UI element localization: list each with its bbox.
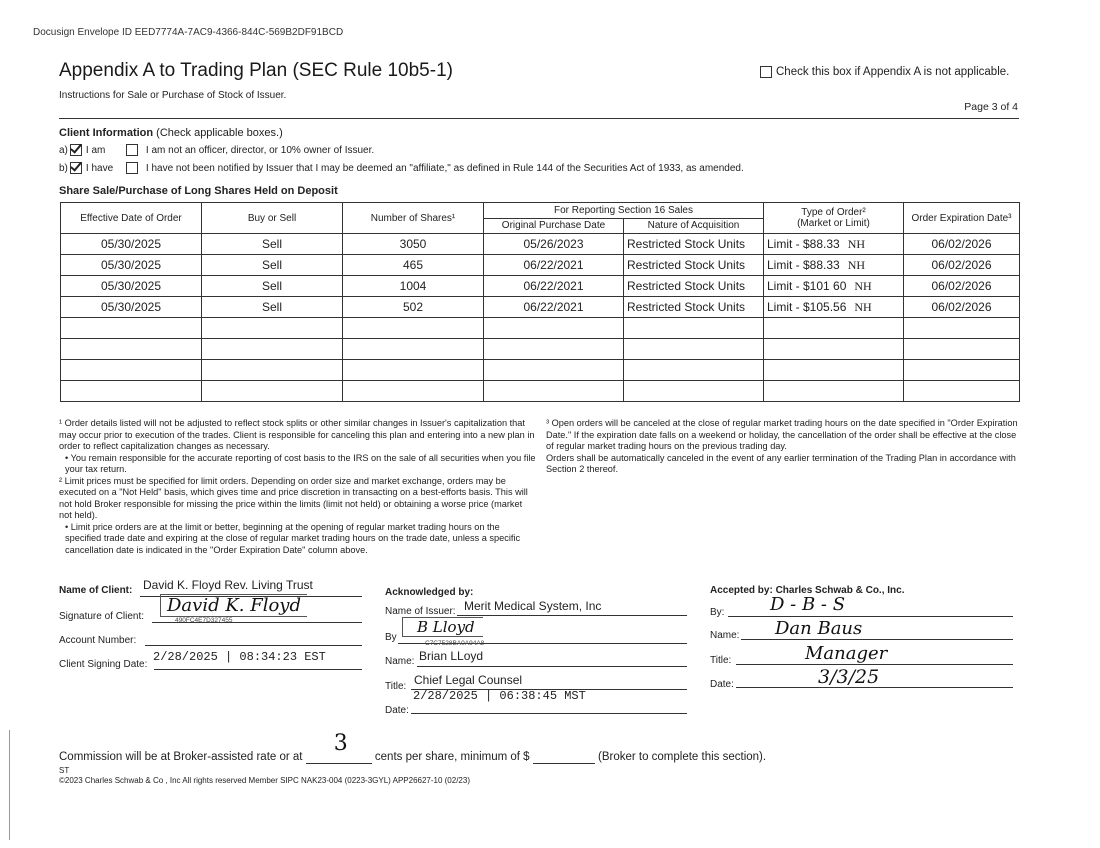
row-b-checked-box[interactable] — [70, 162, 82, 174]
cell-side: Sell — [202, 276, 343, 297]
table-row — [61, 255, 1020, 276]
cell-orig: 06/22/2021 — [484, 297, 624, 318]
ack-date-label: Date: — [385, 705, 409, 716]
col-shares: Number of Shares¹ — [343, 203, 484, 234]
cell-shares: 465 — [343, 255, 484, 276]
cell-type — [764, 234, 904, 255]
commission-line — [59, 731, 767, 764]
col-section16: For Reporting Section 16 Sales — [484, 203, 764, 219]
accepted-title-hand: Manager — [805, 643, 888, 664]
col-nature: Nature of Acquisition — [624, 218, 764, 234]
cell-nature: Restricted Stock Units — [624, 234, 764, 255]
col-order-type-line2: (Market or Limit) — [797, 218, 870, 229]
cell-nature: Restricted Stock Units — [624, 276, 764, 297]
cell-exp: 06/02/2026 — [904, 276, 1020, 297]
notes-left — [59, 418, 537, 556]
row-a-statement: I am not an officer, director, or 10% owner of Issuer. — [145, 144, 375, 156]
cell-type — [764, 255, 904, 276]
cell-shares: 3050 — [343, 234, 484, 255]
note-1-bullet: • You remain responsible for the accurate reporting of cost basis to the IRS on the sale of all securities when you file your tax return. — [65, 452, 536, 474]
table-heading: Share Sale/Purchase of Long Shares Held on Deposit — [59, 185, 338, 197]
note-2: ² Limit prices must be specified for limit orders. Depending on order size and market exchange, orders may be executed on a "Not Held" basis, which gives time and price discretion in transacting on a best-efforts basis. This will not hold Broker responsible for missing the price within the limits (limit not held) or obtaining a worse price (market not held). — [59, 475, 528, 520]
client-row-b — [59, 162, 744, 174]
client-sig-label: Signature of Client: — [59, 611, 145, 622]
cell-type-text: Limit - $101 60 — [767, 278, 847, 293]
cell-date: 05/30/2025 — [61, 255, 202, 276]
ack-heading: Acknowledged by: — [385, 587, 474, 598]
empty-row — [61, 318, 1020, 339]
cell-shares: 1004 — [343, 276, 484, 297]
col-effective-date: Effective Date of Order — [61, 203, 202, 234]
accepted-title-label: Title: — [710, 655, 732, 666]
row-b-prefix: b) — [59, 162, 68, 174]
cell-type-hand: NH — [847, 257, 866, 272]
client-info-note: (Check applicable boxes.) — [156, 127, 283, 139]
cell-type — [764, 276, 904, 297]
empty-row — [61, 339, 1020, 360]
commission-post: (Broker to complete this section). — [597, 751, 767, 763]
accepted-by-label: By: — [710, 607, 725, 618]
not-applicable-label: Check this box if Appendix A is not applicable. — [776, 66, 1010, 78]
page-number: Page 3 of 4 — [964, 101, 1018, 113]
not-applicable-checkbox[interactable] — [760, 66, 772, 78]
cell-type-hand: NH — [854, 278, 872, 293]
ack-title-label: Title: — [385, 681, 407, 692]
orders-table — [60, 202, 1020, 402]
cell-side: Sell — [202, 234, 343, 255]
cell-type — [764, 297, 904, 318]
cell-side: Sell — [202, 255, 343, 276]
cell-orig: 06/22/2021 — [484, 255, 624, 276]
envelope-id: Docusign Envelope ID EED7774A-7AC9-4366-844C-569B2DF91BCD — [33, 27, 344, 38]
row-a-unchecked-box[interactable] — [126, 144, 138, 156]
commission-rate-hand: 3 — [333, 731, 348, 756]
cell-orig: 05/26/2023 — [484, 234, 624, 255]
not-applicable-option[interactable] — [760, 66, 1009, 78]
row-a-choice: I am — [85, 144, 106, 156]
issuer-label: Name of Issuer: — [385, 606, 456, 617]
client-name-value: David K. Floyd Rev. Living Trust — [143, 578, 313, 592]
row-b-choice: I have — [85, 162, 114, 174]
col-orig-date: Original Purchase Date — [484, 218, 624, 234]
table-row — [61, 297, 1020, 318]
cell-exp: 06/02/2026 — [904, 234, 1020, 255]
ack-sig-id: C7C7528BA0A94A8 — [425, 640, 485, 647]
client-info-title: Client Information — [59, 127, 154, 139]
commission-pre: Commission will be at Broker-assisted rate or at — [59, 751, 303, 763]
note-2-bullet: • Limit price orders are at the limit or better, beginning at the opening of regular market trading hours on the specified trade date and expiring at the close of regular market trading hours on the trade date, unless a specific cancellation date is indicated in the "Order Expiration Date" column above. — [65, 521, 521, 555]
cell-exp: 06/02/2026 — [904, 255, 1020, 276]
accepted-heading: Accepted by: Charles Schwab & Co., Inc. — [710, 585, 905, 596]
ack-signature: B Lloyd — [402, 617, 483, 637]
accepted-date-label: Date: — [710, 679, 734, 690]
cell-type-hand: NH — [847, 236, 866, 251]
ack-date-value: 2/28/2025 | 06:38:45 MST — [413, 689, 586, 703]
initials-st: ST — [59, 766, 70, 775]
accepted-name-hand: Dan Baus — [775, 618, 863, 639]
col-buy-sell: Buy or Sell — [202, 203, 343, 234]
accepted-date-hand: 3/3/25 — [818, 666, 880, 688]
commission-mid: cents per share, minimum of $ — [374, 751, 530, 763]
client-date-label: Client Signing Date: — [59, 659, 148, 670]
accepted-by-hand: D - B - S — [770, 594, 846, 615]
col-expiration: Order Expiration Date³ — [904, 203, 1020, 234]
header-divider — [59, 118, 1019, 119]
footer-copyright: ©2023 Charles Schwab & Co , Inc All rights reserved Member SIPC NAK23-004 (0223-3GYL) APP26627-10 (02/23) — [59, 776, 470, 785]
ack-name-value: Brian LLoyd — [419, 649, 484, 663]
client-date-value: 2/28/2025 | 08:34:23 EST — [153, 650, 326, 664]
ack-title-value: Chief Legal Counsel — [414, 673, 523, 687]
cell-date: 05/30/2025 — [61, 234, 202, 255]
issuer-value: Merit Medical System, Inc — [464, 599, 602, 613]
cell-orig: 06/22/2021 — [484, 276, 624, 297]
client-sig-id: 490FC4E7D327455 — [175, 617, 233, 624]
notes-right — [546, 418, 1020, 476]
cell-shares: 502 — [343, 297, 484, 318]
row-a-checked-box[interactable] — [70, 144, 82, 156]
empty-row — [61, 360, 1020, 381]
note-3b: Orders shall be automatically canceled in the event of any earlier termination of the Trading Plan in accordance with Section 2 thereof. — [546, 452, 1016, 474]
row-a-prefix: a) — [59, 144, 68, 156]
cell-type-text: Limit - $88.33 — [767, 257, 840, 272]
commission-minimum-field — [533, 751, 595, 764]
ack-name-label: Name: — [385, 656, 415, 667]
cell-type-text: Limit - $88.33 — [767, 236, 840, 251]
col-order-type-line1: Type of Order² — [801, 207, 866, 218]
note-3: ³ Open orders will be canceled at the close of regular market trading hours on the date specified in "Order Expiration Date." If the expiration date falls on a weekend or holiday, the cancellation of the order shall be effective at the close of regular market trading hours on the previous trading day. — [546, 418, 1018, 451]
commission-rate-field — [306, 731, 372, 764]
account-label: Account Number: — [59, 635, 137, 646]
client-signature: David K. Floyd — [160, 594, 307, 617]
scan-edge — [9, 730, 10, 840]
cell-side: Sell — [202, 297, 343, 318]
table-row — [61, 234, 1020, 255]
client-name-label: Name of Client: — [59, 585, 133, 596]
table-row — [61, 276, 1020, 297]
empty-row — [61, 381, 1020, 402]
page-subtitle: Instructions for Sale or Purchase of Stock of Issuer. — [59, 90, 287, 101]
row-b-statement: I have not been notified by Issuer that I may be deemed an "affiliate," as defined in Rule 144 of the Securities Act of 1933, as amended. — [145, 162, 744, 174]
cell-date: 05/30/2025 — [61, 297, 202, 318]
client-info-heading — [59, 127, 283, 139]
note-1: ¹ Order details listed will not be adjusted to reflect stock splits or other similar changes in Issuer's capitalization that may occur prior to execution of the trades. Client is responsible for canceling this plan and entering into a new plan in order to reflect capitalization changes as necessary. — [59, 418, 535, 451]
cell-exp: 06/02/2026 — [904, 297, 1020, 318]
client-row-a — [59, 144, 374, 156]
page-title: Appendix A to Trading Plan (SEC Rule 10b5-1) — [59, 60, 453, 81]
col-order-type — [764, 203, 904, 234]
row-b-unchecked-box[interactable] — [126, 162, 138, 174]
cell-type-hand: NH — [854, 299, 872, 314]
cell-date: 05/30/2025 — [61, 276, 202, 297]
cell-type-text: Limit - $105.56 — [767, 299, 847, 314]
ack-by-label: By — [385, 632, 397, 643]
accepted-name-label: Name: — [710, 630, 740, 641]
cell-nature: Restricted Stock Units — [624, 255, 764, 276]
cell-nature: Restricted Stock Units — [624, 297, 764, 318]
